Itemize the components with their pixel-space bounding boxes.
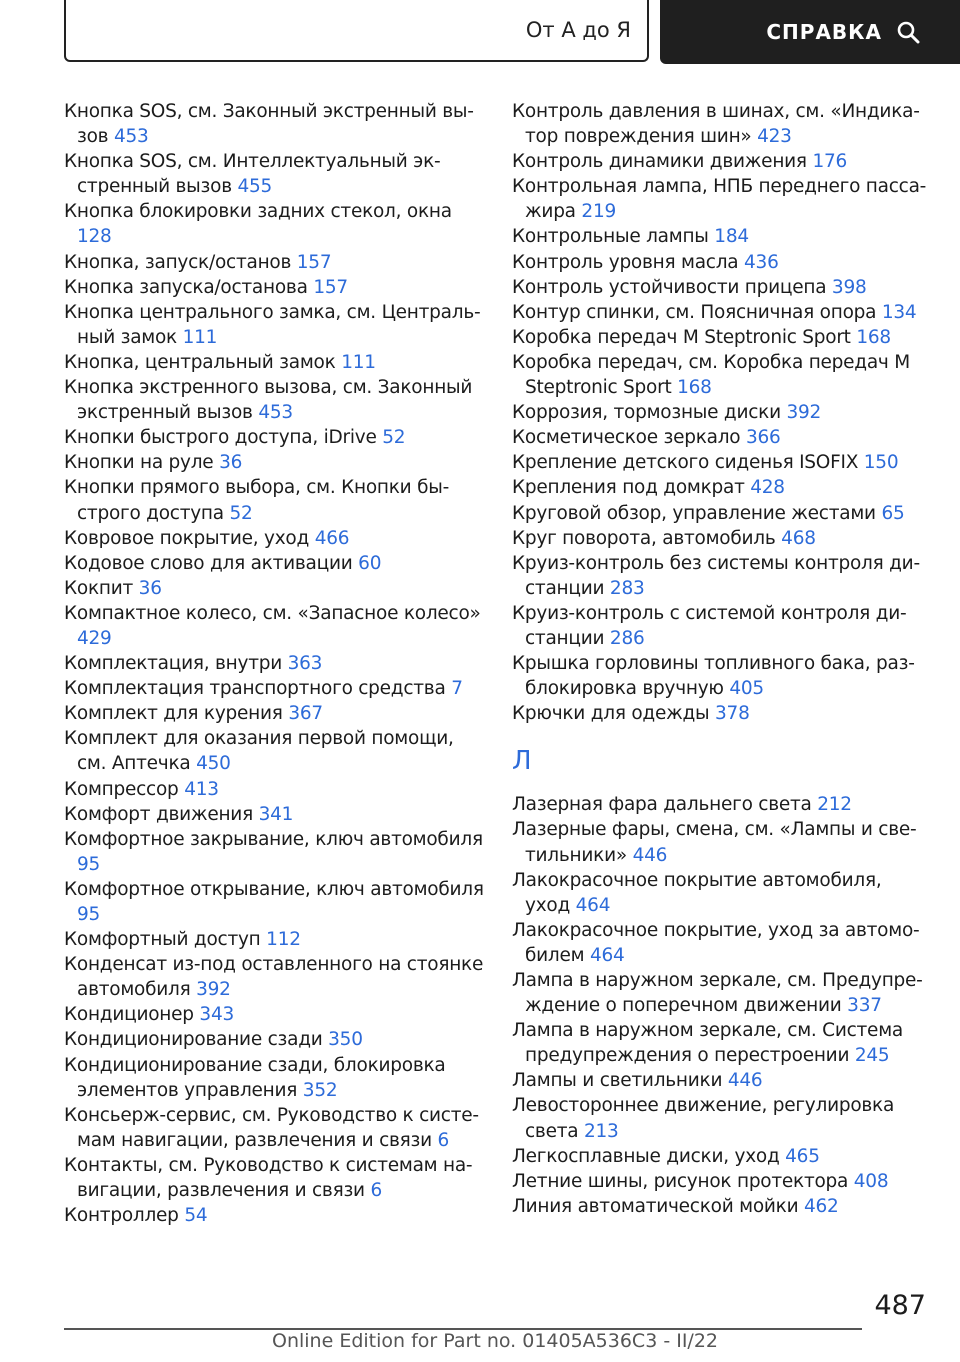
index-column-right [512,99,932,1219]
header-section-label: СПРАВКА [766,20,882,44]
index-entry-page-link[interactable]: 466 [314,527,350,549]
index-entry-page-link[interactable]: 455 [237,176,273,198]
index-entry-page-link[interactable]: 464 [575,894,611,916]
index-entry-page-link[interactable]: 6 [437,1129,450,1151]
index-entry-page-link[interactable]: 367 [288,703,323,725]
index-entry [64,877,484,927]
index-entry [512,1018,932,1068]
index-entry-text: Контакты, см. Руководство к системам навигации, развлечения и связи [64,1154,473,1202]
index-entry [512,526,932,551]
index-entry-page-link[interactable]: 111 [182,326,218,348]
index-entry [512,250,932,275]
index-entry-page-link[interactable]: 36 [138,577,162,599]
index-entry-page-link[interactable]: 6 [370,1180,382,1202]
index-entry-page-link[interactable]: 286 [609,627,645,649]
index-entry [512,275,932,300]
page-number: 487 [874,1290,926,1321]
index-entry [512,400,932,425]
index-entry-text: Лакокрасочное покрытие, уход за автомобилем [512,919,920,966]
index-entry-page-link[interactable]: 134 [881,301,917,323]
index-entry-text: Кокпит [64,577,134,599]
index-entry [64,475,484,525]
index-entry-text: Лампа в наружном зеркале, см. Предупреждение о поперечном движении [512,970,923,1017]
index-entry [64,99,484,149]
index-entry-page-link[interactable]: 453 [258,402,293,424]
index-entry-page-link[interactable]: 423 [757,126,792,148]
index-entry-page-link[interactable]: 450 [196,753,231,775]
index-entry-text: Контроль уровня масла [512,251,739,273]
index-entry [512,701,932,726]
index-entry-text: Комфортный доступ [64,929,261,951]
index-entry-text: Комплект для курения [64,703,283,725]
index-entry-page-link[interactable]: 465 [785,1145,820,1167]
index-entry [64,1002,484,1027]
index-entry-page-link[interactable]: 350 [328,1029,363,1051]
index-entry-text: Косметическое зеркало [512,427,741,449]
index-entry-text: Кнопка SOS, см. Законный экстренный вызов [64,101,474,148]
index-entry-text: Круговой обзор, управление жестами [512,502,876,524]
index-entry [512,601,932,651]
index-entry-text: Кнопка экстренного вызова, см. Законный экстренный вызов [64,377,473,424]
search-icon[interactable] [896,20,920,44]
index-entry-text: Кодовое слово для активации [64,552,353,574]
index-entry-page-link[interactable]: 413 [184,778,219,800]
index-entry-text: Крепления под домкрат [512,477,745,499]
index-entry [512,99,932,149]
index-entry [512,792,932,817]
index-entry-text: Контрольная лампа, НПБ переднего пассажира [512,176,927,223]
index-entry-page-link[interactable]: 378 [715,703,750,725]
index-entry [512,1169,932,1194]
index-entry [64,275,484,300]
index-entry-page-link[interactable]: 436 [744,251,779,273]
index-entry-page-link[interactable]: 408 [853,1170,889,1192]
index-entry-page-link[interactable]: 392 [786,402,822,424]
index-entry [64,1203,484,1228]
index-entry-page-link[interactable]: 398 [831,276,867,298]
index-group-k [512,99,932,726]
index-entry [64,250,484,275]
index-entry-text: Контрольные лампы [512,226,709,248]
index-entry [64,952,484,1002]
index-entry-page-link[interactable]: 52 [382,427,406,449]
index-entry [512,350,932,400]
index-entry-text: Компактное колесо, см. «Запасное колесо» [64,602,481,624]
index-entry-page-link[interactable]: 428 [750,477,785,499]
index-entry-text: Лазерные фары, смена, см. «Лампы и светильники» [512,819,917,866]
footer-edition: Online Edition for Part no. 01405A536C3 - II/22 [272,1330,719,1352]
index-entry [64,1103,484,1153]
index-entry-text: Коробка передач, см. Коробка передач M Steptronic Sport [512,351,910,399]
index-entry-page-link[interactable]: 157 [296,251,332,273]
index-entry-text: Легкосплавные диски, уход [512,1145,780,1167]
index-entry [512,149,932,174]
index-entry-text: Контур спинки, см. Поясничная опора [512,301,877,323]
index-entry-text: Круиз-контроль с системой контроля дистанции [512,602,907,649]
header-tab-label: От А до Я [525,18,631,42]
index-column-left [64,99,484,1228]
index-entry-text: Ковровое покрытие, уход [64,527,310,549]
index-entry-page-link[interactable]: 343 [199,1004,234,1026]
index-entry [64,576,484,601]
index-entry-text: Кнопка, центральный замок [64,351,336,373]
index-entry-page-link[interactable]: 150 [863,452,899,474]
index-entry [64,350,484,375]
index-entry [64,300,484,350]
index-entry-text: Контроль давления в шинах, см. «Индикатор повреждения шин» [512,101,920,148]
index-entry-text: Комплектация, внутри [64,653,282,675]
index-entry-text: Круиз-контроль без системы контроля дистанции [512,552,921,599]
index-entry-text: Крышка горловины топливного бака, разблокировка вручную [512,653,915,700]
index-entry [64,526,484,551]
index-entry [64,1053,484,1103]
index-entry-page-link[interactable]: 341 [258,803,294,825]
index-entry-page-link[interactable]: 95 [77,904,101,925]
index-entry [64,777,484,802]
index-entry [64,375,484,425]
index-entry-text: Кнопки быстрого доступа, iDrive [64,427,377,449]
index-entry [64,802,484,827]
index-entry-text: Кондиционирование сзади [64,1029,323,1051]
index-entry [512,918,932,968]
index-entry [512,450,932,475]
index-entry [512,475,932,500]
index-entry [64,601,484,651]
index-entry-text: Кнопка запуска/останова [64,276,308,298]
index-entry-text: Летние шины, рисунок протектора [512,1170,849,1192]
index-entry [512,1194,932,1219]
index-entry-page-link[interactable]: 65 [881,502,905,524]
index-entry-page-link[interactable]: 283 [609,577,645,599]
index-entry [512,817,932,867]
index-entry-text: Кнопка SOS, см. Интеллектуальный экстренный вызов [64,151,441,198]
index-entry [512,300,932,325]
index-entry-page-link[interactable]: 392 [196,979,231,1001]
index-entry-page-link[interactable]: 36 [219,452,243,474]
index-entry [64,1153,484,1203]
index-entry-page-link[interactable]: 219 [581,201,616,223]
section-letter: Л [512,746,532,777]
index-entry-text: Кнопки на руле [64,452,214,474]
index-entry-text: Крепление детского сиденья ISOFIX [512,452,859,474]
index-entry-text: Крючки для одежды [512,703,710,725]
index-entry-page-link[interactable]: 453 [113,126,149,148]
index-entry-text: Кнопка, запуск/останов [64,251,292,273]
index-entry-page-link[interactable]: 429 [77,627,112,649]
index-entry [512,651,932,701]
index-entry-page-link[interactable]: 337 [847,995,882,1017]
index-entry-text: Лампы и светильники [512,1070,723,1092]
index-entry [64,827,484,877]
index-entry-text: Кнопка центрального замка, см. Центральный замок [64,301,481,348]
index-entry-text: Коробка передач M Steptronic Sport [512,326,851,348]
index-entry-page-link[interactable]: 111 [341,351,376,373]
index-entry [512,501,932,526]
index-entry-page-link[interactable]: 168 [856,326,891,348]
index-entry-text: Линия автоматической мойки [512,1195,799,1217]
index-entry-page-link[interactable]: 464 [590,944,625,966]
index-entry-page-link[interactable]: 112 [266,929,301,951]
index-entry-text: Контроль динамики движения [512,151,807,173]
index-entry-text: Лакокрасочное покрытие автомобиля, уход [512,869,882,916]
index-entry-text: Конденсат из-под оставленного на стоянке автомобиля [64,954,484,1001]
index-entry [512,968,932,1018]
index-entry-text: Кондиционер [64,1004,194,1026]
index-entry-text: Контроллер [64,1205,179,1227]
index-entry [512,325,932,350]
index-entry-page-link[interactable]: 54 [184,1205,208,1227]
index-entry-text: Левостороннее движение, регулировка света [512,1095,895,1142]
index-entry-text: Кондиционирование сзади, блокировка элементов управления [64,1054,446,1101]
index-entry [64,149,484,199]
index-entry-page-link[interactable]: 446 [727,1070,763,1092]
index-entry [64,726,484,776]
index-group-l [512,792,932,1219]
index-entry-text: Коррозия, тормозные диски [512,402,781,424]
index-entry [64,425,484,450]
index-entry-page-link[interactable]: 366 [746,427,781,449]
index-entry [512,1144,932,1169]
index-entry-page-link[interactable]: 352 [302,1079,338,1101]
index-entry-text: Комфорт движения [64,803,253,825]
index-entry [512,1093,932,1143]
index-entry-page-link[interactable]: 157 [313,276,348,298]
index-entry-text: Комфортное открывание, ключ автомобиля [64,878,484,900]
index-entry [512,1068,932,1093]
index-entry-page-link[interactable]: 168 [677,377,712,399]
index-entry [512,174,932,224]
index-entry-text: Круг поворота, автомобиль [512,527,776,549]
index-entry [64,927,484,952]
index-entry [512,868,932,918]
index-entry [64,1027,484,1052]
header-tab[interactable] [64,0,649,62]
index-entry-page-link[interactable]: 245 [854,1045,890,1067]
index-entry-text: Кнопка блокировки задних стекол, окна [64,201,452,223]
index-entry [512,425,932,450]
index-entry [64,450,484,475]
index-entry-page-link[interactable]: 468 [781,527,816,549]
index-entry [64,551,484,576]
header-section[interactable] [660,0,960,64]
index-entry-text: Консьерж-сервис, см. Руководство к системам навигации, развлечения и связи [64,1104,480,1151]
index-entry-page-link[interactable]: 128 [77,226,112,248]
index-entry-page-link[interactable]: 363 [287,653,323,675]
index-entry-page-link[interactable]: 213 [583,1120,619,1142]
index-entry-text: Комплектация транспортного средства [64,678,446,700]
index-entry-text: Комплект для оказания первой помощи, см. Аптечка [64,728,454,775]
index-entry-page-link[interactable]: 52 [229,502,253,524]
index-entry [512,224,932,249]
index-entry-text: Лазерная фара дальнего света [512,794,812,816]
index-entry-page-link[interactable]: 212 [817,794,852,816]
index-entry-page-link[interactable]: 176 [812,151,848,173]
index-entry-page-link[interactable]: 446 [632,844,668,866]
index-entry [64,199,484,249]
index-entry-text: Лампа в наружном зеркале, см. Система предупреждения о перестроении [512,1020,903,1067]
index-entry-text: Кнопки прямого выбора, см. Кнопки быстрого доступа [64,477,450,524]
index-entry-page-link[interactable]: 95 [77,853,101,875]
index-entry [64,651,484,676]
index-entry [512,551,932,601]
index-entry-text: Комфортное закрывание, ключ автомобиля [64,828,483,850]
index-entry-text: Контроль устойчивости прицепа [512,276,827,298]
index-entry [64,701,484,726]
index-entry-page-link[interactable]: 60 [358,552,382,574]
index-entry-page-link[interactable]: 462 [804,1195,839,1217]
index-entry-text: Компрессор [64,778,179,800]
index-entry [64,676,484,701]
index-entry-page-link[interactable]: 184 [714,226,749,248]
index-entry-page-link[interactable]: 7 [451,678,463,700]
index-entry-page-link[interactable]: 405 [729,678,764,700]
